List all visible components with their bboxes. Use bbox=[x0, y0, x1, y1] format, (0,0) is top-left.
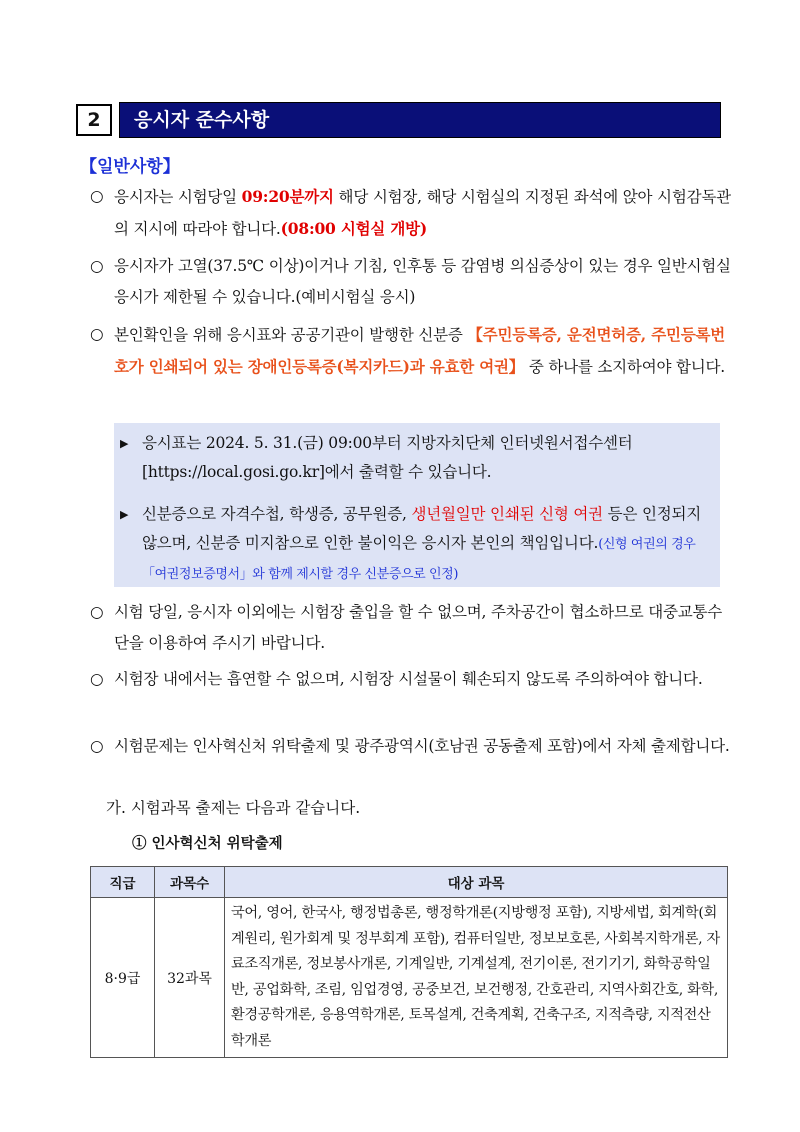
highlight-time: 09:20분까지 bbox=[241, 187, 334, 206]
section-title: 응시자 준수사항 bbox=[134, 109, 270, 131]
header-count: 과목수 bbox=[155, 867, 225, 898]
circle-bullet-icon: ○ bbox=[90, 187, 104, 205]
table-header-row bbox=[91, 867, 728, 898]
item-ga: 가. 시험과목 출제는 다음과 같습니다. bbox=[106, 799, 361, 817]
paragraph-entry bbox=[90, 597, 732, 659]
header-grade: 직급 bbox=[91, 867, 155, 898]
text: 시험문제는 인사혁신처 위탁출제 및 광주광역시(호남권 공동출제 포함)에서 자체 출제합니다. bbox=[114, 737, 730, 755]
text: 신분증으로 자격수첩, 학생증, 공무원증, bbox=[142, 505, 412, 523]
text: 응시표는 2024. 5. 31.(금) 09:00부터 지방자치단체 인터넷원서접수센터[https://local.gosi.go.kr]에서 출력할 수 있습니다. bbox=[142, 434, 633, 481]
circle-bullet-icon: ○ bbox=[90, 603, 104, 621]
highlight-room-open: (08:00 시험실 개방) bbox=[280, 219, 428, 238]
circle-bullet-icon: ○ bbox=[90, 257, 104, 275]
section-number: 2 bbox=[76, 104, 112, 136]
subheading-general: 【일반사항】 bbox=[80, 157, 180, 177]
cell-subjects: 국어, 영어, 한국사, 행정법총론, 행정학개론(지방행정 포함), 지방세법, 회계학(회계원리, 원가회계 및 정부회계 포함), 컴퓨터일반, 정보보호론, 사회복지학개론, 자료조직개론, 정보봉사개론, 기계일반, 기계설계, 전기이론, 전기기기, 화학공학일반, 공업화학, 조림, 임업경영, 공중보건, 보건행정, 간호관리, 지역사회간호, 화학, 환경공학개론, 응용역학개론, 토목설계, 건축계획, 건축구조, 지적측량, 지적전산학개론 bbox=[225, 898, 728, 1058]
cell-count: 32과목 bbox=[155, 898, 225, 1058]
text: 중 하나를 소지하여야 합니다. bbox=[524, 358, 726, 376]
text: 본인확인을 위해 응시표와 공공기관이 발행한 신분증 bbox=[114, 326, 468, 344]
header-subjects: 대상 과목 bbox=[225, 867, 728, 898]
triangle-bullet-icon: ▶ bbox=[120, 508, 129, 521]
circle-bullet-icon: ○ bbox=[90, 670, 104, 688]
note-passport-exception: (신형 여권의 경우「여권정보증명서」와 함께 제시할 경우 신분증으로 인정) bbox=[142, 537, 696, 582]
cell-grade: 8·9급 bbox=[91, 898, 155, 1058]
text: 응시자가 고열(37.5℃ 이상)이거나 기침, 인후통 등 감염병 의심증상이 있는 경우 일반시험실 응시가 제한될 수 있습니다.(예비시험실 응시) bbox=[114, 257, 731, 306]
note-ticket-print bbox=[120, 429, 720, 487]
note-invalid-id bbox=[120, 500, 720, 589]
section-header bbox=[76, 102, 721, 136]
text: 시험장 내에서는 흡연할 수 없으며, 시험장 시설물이 훼손되지 않도록 주의하여야 합니다. bbox=[114, 670, 703, 688]
highlight-new-passport: 생년월일만 인쇄된 신형 여권 bbox=[411, 505, 603, 523]
section-title-bar bbox=[119, 102, 721, 138]
triangle-bullet-icon: ▶ bbox=[120, 437, 129, 450]
paragraph-smoking bbox=[90, 664, 732, 695]
text: 시험 당일, 응시자 이외에는 시험장 출입을 할 수 없으며, 주차공간이 협소하므로 대중교통수단을 이용하여 주시기 바랍니다. bbox=[114, 603, 723, 652]
circle-bullet-icon: ○ bbox=[90, 737, 104, 755]
paragraph-identification bbox=[90, 319, 732, 383]
text: 응시자는 시험당일 bbox=[114, 188, 242, 206]
highlight-id-list: 【주민등록증, 운전면허증, 주민등록번호가 인쇄되어 있는 장애인등록증(복지카드)과 유효한 여권】 bbox=[114, 325, 726, 376]
text: 등은 인정되지 않으며, 신분증 미지참으로 인한 불이익은 응시자 본인의 책임입니다. bbox=[142, 505, 702, 552]
paragraph-arrival-time bbox=[90, 181, 732, 245]
paragraph-fever bbox=[90, 251, 732, 313]
text: 해당 시험장, 해당 시험실의 지정된 좌석에 앉아 시험감독관의 지시에 따라야 합니다. bbox=[114, 188, 731, 238]
circle-bullet-icon: ○ bbox=[90, 325, 104, 343]
item-circle-1: ① 인사혁신처 위탁출제 bbox=[132, 835, 283, 852]
paragraph-exam-questions bbox=[90, 731, 732, 762]
subjects-table bbox=[90, 866, 728, 1058]
table-row bbox=[91, 898, 728, 1058]
